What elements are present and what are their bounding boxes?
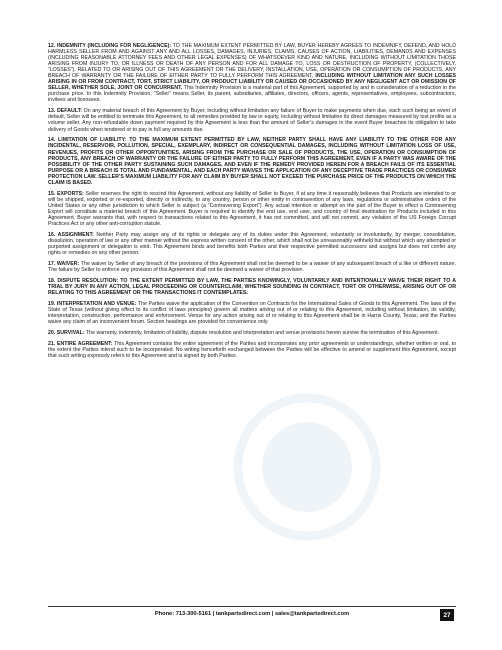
section-19-interpretation-and-venue (48, 301, 456, 325)
section-text: The warranty, indemnity, limitation of liability, dispute resolution and interpretation and venue provisions herein survive the termination of this Agreement. (84, 330, 440, 337)
section-text: Neither Party may assign any of its rights or delegate any of its duties under this Agreement, voluntarily or involuntarily, by merger, consolidation, dissolution, operation of law or any other manner without the express written consent of the other, which shall not be unreasonably withheld but without which any attempted or purported assignment or delegation is void. This Agreement binds and benefits both Parties and their respective permitted successors and assigns but does not confer any rights or remedies on any other person. (48, 231, 456, 257)
page-number-badge: 27 (440, 609, 454, 621)
section-16-assignment (48, 232, 456, 256)
section-text: The waiver by Seller of any breach of the provisions of this Agreement shall not be deemed to be a waiver of any subsequent breach of a like or different nature. The failure by Seller to enforce any provision of this Agreement shall not be deemed a waiver of that provision. (48, 260, 456, 273)
footer-divider (48, 606, 456, 607)
section-text: TO THE MAXIMUM EXTENT PERMITTED BY LAW, BUYER HEREBY AGREES TO INDEMNIFY, DEFEND, AND HOLD HARMLESS SELLER FROM AND AGAINST ANY AND ALL LOSSES, DAMAGES, INJURIES, CLAIMS, CAUSES OF ACTION, LIABILITIES, DEMANDS AND EXPENSES (INCLUDING REASONABLE ATTORNEY FEES AND OTHER LEGAL EXPENSES) OF WHATSOEVER KIND AND NATURE, INCLUDING WITHOUT LIMITATION THOSE ARISING FROM INJURY TO, OR ILLNESS OR DEATH OF ANY PERSON AND FOR ALL DAMAGE TO, LOSS OR DESTRUCTION OF PROPERTY, (COLLECTIVELY, “LOSSES”), RELATED TO OR ARISING OUT OF THIS AGREEMENT OR THE DELIVERY, INSTALLATION, USE, OPERATION OR CONSUMPTION OF PRODUCTS, ANY BREACH OF WARRANTY OR THE FAILURE OF EITHER PARTY TO FULLY PERFORM THIS AGREEMENT, (48, 43, 456, 80)
watermark-logo-icon (232, 392, 382, 542)
section-15-exports (48, 191, 456, 227)
section-heading: 19. INTERPRETATION AND VENUE: (48, 300, 137, 307)
terms-body (48, 43, 456, 364)
section-heading: 16. ASSIGNMENT: (48, 231, 94, 238)
section-text: Seller reserves the right to rescind this Agreement, without any liability of Seller to Buyer, if at any time it reasonably believes that Products are intended to or will be shipped, exported or re-exported, directly or indirectly, to any country, person or other entity in contravention of any laws, regulations or administrative orders of the United States or any other jurisdiction to which Seller is subject (a “Contravening Export”). Any actual intention or attempt on the part of the Buyer to effect a Contravening Export will constitute a material breach of this Agreement. Buyer is required to identify the end use, end user, and country of final destination for Products included in this Agreement. Buyer warrants that, with respect to transactions related to this Agreement, it has not committed, and will not commit, any violation of the US Foreign Corrupt Practices Act or any other anti-corruption statute. (48, 190, 456, 227)
section-heading: 18. DISPUTE RESOLUTION: TO THE EXTENT PERMITTED BY LAW, THE PARTIES KNOWINGLY, VOLUNTARILY AND INTENTIONALLY WAIVE THEIR RIGHT TO A TRIAL BY JURY IN ANY ACTION, LEGAL PROCEEDING OR COUNTERCLAIM, WHETHER SOUNDING IN CONTRACT, TORT OR OTHERWISE, ARISING OUT OF OR RELATING TO THIS AGREEMENT OR THE TRANSACTIONS IT CONTEMPLATES. (48, 277, 456, 297)
section-text: This Agreement contains the entire agreement of the Parties and incorporates any prior agreements or understandings, whether written or oral, to the extent the Parties intend such to be incorporated. No writing henceforth exchanged between the Parties will be effective to amend or supplement this Agreement, except that such writing expressly refers to this Agreement and is signed by both Parties. (48, 340, 457, 360)
section-heading: 21. ENTIRE AGREEMENT: (48, 340, 113, 347)
section-13-default (48, 108, 456, 132)
section-heading: 14. LIMITATION OF LIABILITY: TO THE MAXIMUM EXTENT PERMITTED BY LAW, NEITHER PARTY SHALL HAVE ANY LIABILITY TO THE OTHER FOR ANY INCIDENTAL, RESERVOIR, POLLUTION, SPECIAL, EXEMPLARY, INDIRECT OR CONSEQUENTIAL DAMAGES, INCLUDING WITHOUT LIMITATION LOSS OF USE, REVENUES, PROFITS OR OTHER OPPORTUNITIES, ARISING FROM THE PURCHASE OR SALE OF PRODUCTS, THE USE, OPERATION OR CONSUMPTION OF PRODUCTS, ANY BREACH OF WARRANTY OR THE FAILURE OF EITHER PARTY TO FULLY PERFORM THIS AGREEMENT, EVEN IF A PARTY WAS AWARE OF THE POSSIBILITY OF THE OTHER PARTY SUSTAINING SUCH DAMAGES, AND EVEN IF THE REMEDY PROVIDED HEREIN FOR A BREACH FAILS OF ITS ESSENTIAL PURPOSE OR A BREACH IS TOTAL AND FUNDAMENTAL, AND EACH PARTY WAIVES THE APPLICATION OF ANY DECEPTIVE TRADE PRACTICES OR CONSUMER PROTECTION LAW. SELLER’S MAXIMUM LIABILITY FOR ANY CLAIM BY BUYER SHALL NOT EXCEED THE PURCHASE PRICE OF THE PRODUCTS ON WHICH THE CLAIM IS BASED. (48, 137, 456, 186)
section-20-survival (48, 330, 456, 336)
section-14-limitation-of-liability (48, 137, 456, 185)
section-heading: 17. WAIVER: (48, 260, 80, 267)
section-heading: 15. EXPORTS: (48, 190, 84, 197)
section-18-dispute-resolution (48, 278, 456, 296)
section-tail: This Indemnity Provision is a material part of this Agreement, supported by and in consideration of a reduction in the purchase price. In this Indemnity Provision, “Seller” means Seller, its parent, subsidiaries, affiliates, directors, officers, agents, representatives, employees, subcontractors, invitees and licensees. (48, 85, 456, 104)
section-text: On any material breach of this Agreement by Buyer, including without limitation any failure of Buyer to make payments when due, each such being an event of default, Seller will be entitled to terminate this Agreement, to all remedies provided by law or equity, including without limitation its direct damages measured by lost profits as a volume seller. Any non-refundable down payment required by this Agreement is less than the amount of Seller’s damages in the event Buyer breaches its obligation to take delivery of Goods when tendered or to pay in full any amounts due. (48, 108, 456, 133)
section-heading: 13. DEFAULT: (48, 108, 82, 115)
section-heading: 20. SURVIVAL: (48, 330, 85, 337)
footer-contact: Phone: 713-300-5161 | tankpartsdirect.com | sales@tankpartsdirect.com (154, 611, 350, 617)
section-21-entire-agreement (48, 341, 456, 359)
section-text: The Parties waive the application of the Convention on Contracts for the International Sales of Goods to this Agreement. The laws of the State of Texas (without giving effect to its conflict of laws principles) govern all matters arising out of or relating to this Agreement, including without limitation, its validity, interpretation, construction, performance and enforcement. Venue for any action arising out of or relating to this Agreement shall be in Harris County, Texas; and the Parties waive any claim of an inconvenient forum. Section headings are provided for convenience only. (48, 300, 456, 326)
section-12-indemnity (48, 43, 456, 103)
section-17-waiver (48, 261, 456, 273)
section-heading: 12. INDEMNITY (INCLUDING FOR NEGLIGENCE): (48, 43, 172, 49)
section-emphasis: INCLUDING WITHOUT LIMITATION ANY SUCH LOSSES ARISING IN OR FROM CONTRACT, TORT, STRICT LIABILITY, OR PRODUCT LIABILITY OR CAUSED OR OCCASIONED BY ANY NEGLIGENT ACT OR OMISSION OF SELLER, WHETHER SOLE, JOINT OR CONCURRENT. (48, 73, 456, 92)
